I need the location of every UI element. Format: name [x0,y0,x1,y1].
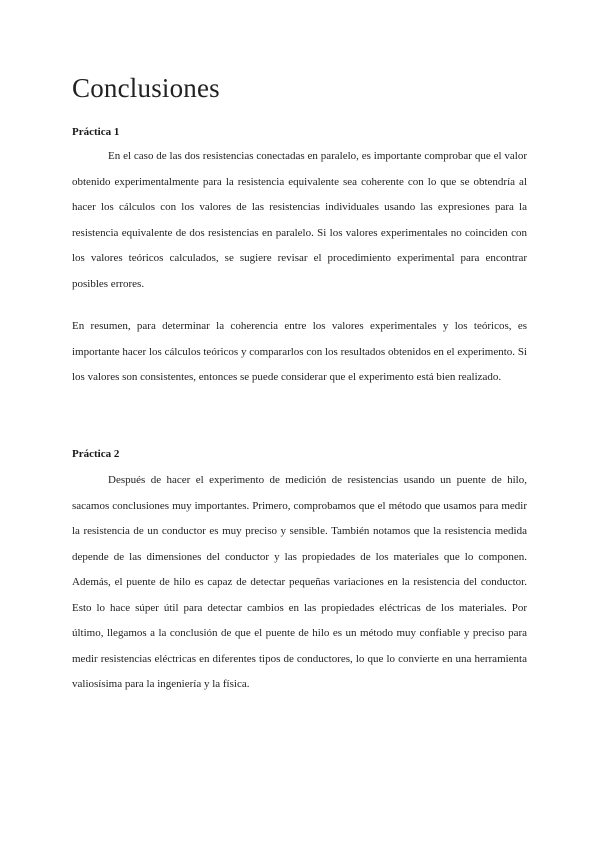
section-heading-practica-2: Práctica 2 [72,448,120,460]
page-title: Conclusiones [72,73,220,103]
paragraph-practica-2-conclusion: Después de hacer el experimento de medición de resistencias usando un puente de hilo, sacamos conclusiones muy importantes. Primero, comprobamos que el método que usamos para medir la resistencia de un conductor es muy preciso y sensible. También notamos que la resistencia medida depende de las dimensiones del conductor y las propiedades de los materiales que lo componen. Además, el puente de hilo es capaz de detectar pequeñas variaciones en la resistencia del conductor. Esto lo hace súper útil para detectar cambios en las propiedades eléctricas de los materiales. Por último, llegamos a la conclusión de que el puente de hilo es un método muy confiable y preciso para medir resistencias eléctricas en diferentes tipos de conductores, lo que lo convierte en una herramienta valiosísima para la ingeniería y la física. [72,474,527,690]
section-heading-practica-1: Práctica 1 [72,126,120,138]
paragraph-practica-1-summary: En resumen, para determinar la coherencia entre los valores experimentales y los teóricos, es importante hacer los cálculos teóricos y compararlos con los resultados obtenidos en el experimento. Si los valores son consistentes, entonces se puede considerar que el experimento está bien realizado. [72,320,527,383]
paragraph-practica-1-intro: En el caso de las dos resistencias conectadas en paralelo, es importante comprobar que el valor obtenido experimentalmente para la resistencia equivalente sea coherente con lo que se obtendría al hacer los cálculos con los valores de las resistencias individuales usando las expresiones para la resistencia equivalente de dos resistencias en paralelo. Si los valores experimentales no coinciden con los valores teóricos calculados, se sugiere revisar el procedimiento experimental para encontrar posibles errores. [72,150,527,290]
